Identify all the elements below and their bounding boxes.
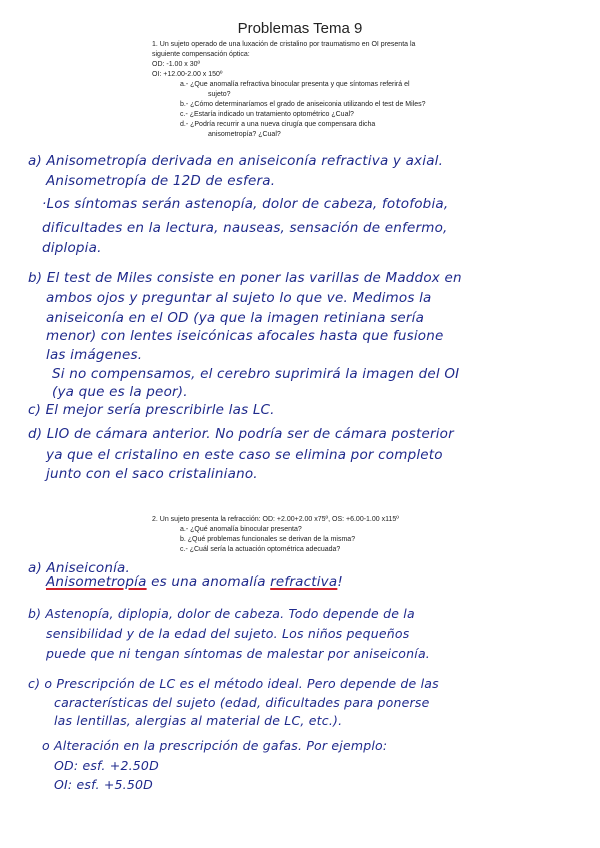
problem1-question: b.- ¿Cómo determinaríamos el grado de aniseiconia utilizando el test de Miles? <box>180 101 426 108</box>
problem2-question: b. ¿Qué problemas funcionales se derivan de la misma? <box>180 536 356 543</box>
answer-2b-line: puede que ni tengan síntomas de malestar por aniseiconía. <box>46 646 430 661</box>
answer-1a-line: ·Los síntomas serán astenopía, dolor de cabeza, fotofobia, <box>42 196 449 212</box>
underlined-word: refractiva <box>270 574 338 590</box>
answer-2c-line: c) o Prescripción de LC es el método ideal. Pero depende de las <box>28 676 439 691</box>
problem1-question: a.- ¿Que anomalía refractiva binocular presenta y que síntomas referirá el <box>180 81 410 88</box>
problem1-line: OD: -1.00 x 30º <box>152 61 201 68</box>
answer-1d-line: ya que el cristalino en este caso se elimina por completo <box>46 447 443 463</box>
answer-2b-line: b) Astenopía, diplopia, dolor de cabeza. Todo depende de la <box>28 606 415 621</box>
answer-2c-line: OD: esf. +2.50D <box>54 758 159 773</box>
answer-1c: c) El mejor sería prescribirle las LC. <box>28 402 275 418</box>
answer-2a-line: a) Aniseiconía. <box>28 560 131 576</box>
answer-1b-line: (ya que es la peor). <box>52 384 188 400</box>
problem2-question: c.- ¿Cuál sería la actuación optométrica adecuada? <box>180 546 341 553</box>
answer-1b-line: b) El test de Miles consiste en poner las varillas de Maddox en <box>28 270 462 286</box>
exclamation-mark: ! <box>337 574 343 590</box>
answer-2c-line: características del sujeto (edad, dificultades para ponerse <box>54 695 430 710</box>
answer-2a-text: es una anomalía <box>146 574 271 590</box>
problem1-line: OI: +12.00-2.00 x 150º <box>152 71 223 78</box>
underlined-word: Anisometropía <box>46 574 147 590</box>
problem1-line: siguiente compensación óptica: <box>152 51 250 58</box>
answer-1b-line: las imágenes. <box>46 347 143 363</box>
answer-2a-line2 <box>46 574 343 590</box>
answer-2b-line: sensibilidad y de la edad del sujeto. Los niños pequeños <box>46 626 410 641</box>
answer-2c-line: o Alteración en la prescripción de gafas. Por ejemplo: <box>42 738 388 753</box>
answer-1b-line: Si no compensamos, el cerebro suprimirá la imagen del OI <box>52 366 460 382</box>
answer-1b-line: menor) con lentes iseicónicas afocales hasta que fusione <box>46 328 444 344</box>
answer-1b-line: aniseiconía en el OD (ya que la imagen retiniana sería <box>46 310 425 326</box>
problem1-question: c.- ¿Estaría indicado un tratamiento optométrico ¿Cual? <box>180 111 354 118</box>
answer-1b-line: ambos ojos y preguntar al sujeto lo que ve. Medimos la <box>46 290 432 306</box>
answer-1d-line: d) LIO de cámara anterior. No podría ser de cámara posterior <box>28 426 454 442</box>
answer-2c-line: OI: esf. +5.50D <box>54 777 153 792</box>
answer-1a-line: diplopia. <box>42 240 102 256</box>
problem1-line: 1. Un sujeto operado de una luxación de cristalino por traumatismo en OI presenta la <box>152 41 416 48</box>
page-title: Problemas Tema 9 <box>237 20 363 37</box>
answer-1a-line: Anisometropía de 12D de esfera. <box>46 173 276 189</box>
problem2-question: a.- ¿Qué anomalía binocular presenta? <box>180 526 302 533</box>
answer-1a-line: a) Anisometropía derivada en aniseiconía refractiva y axial. <box>28 153 444 169</box>
problem2-line: 2. Un sujeto presenta la refracción: OD: +2.00+2.00 x75º, OS: +6.00-1.00 x115º <box>152 516 399 523</box>
problem1-question: anisometropía? ¿Cual? <box>208 131 281 138</box>
answer-1d-line: junto con el saco cristaliniano. <box>46 466 258 482</box>
problem1-question: d.- ¿Podría recurrir a una nueva cirugía que compensara dicha <box>180 121 376 128</box>
answer-2c-line: las lentillas, alergias al material de LC, etc.). <box>54 713 343 728</box>
answer-1a-line: dificultades en la lectura, nauseas, sensación de enfermo, <box>42 220 448 236</box>
problem1-question: sujeto? <box>208 91 231 98</box>
